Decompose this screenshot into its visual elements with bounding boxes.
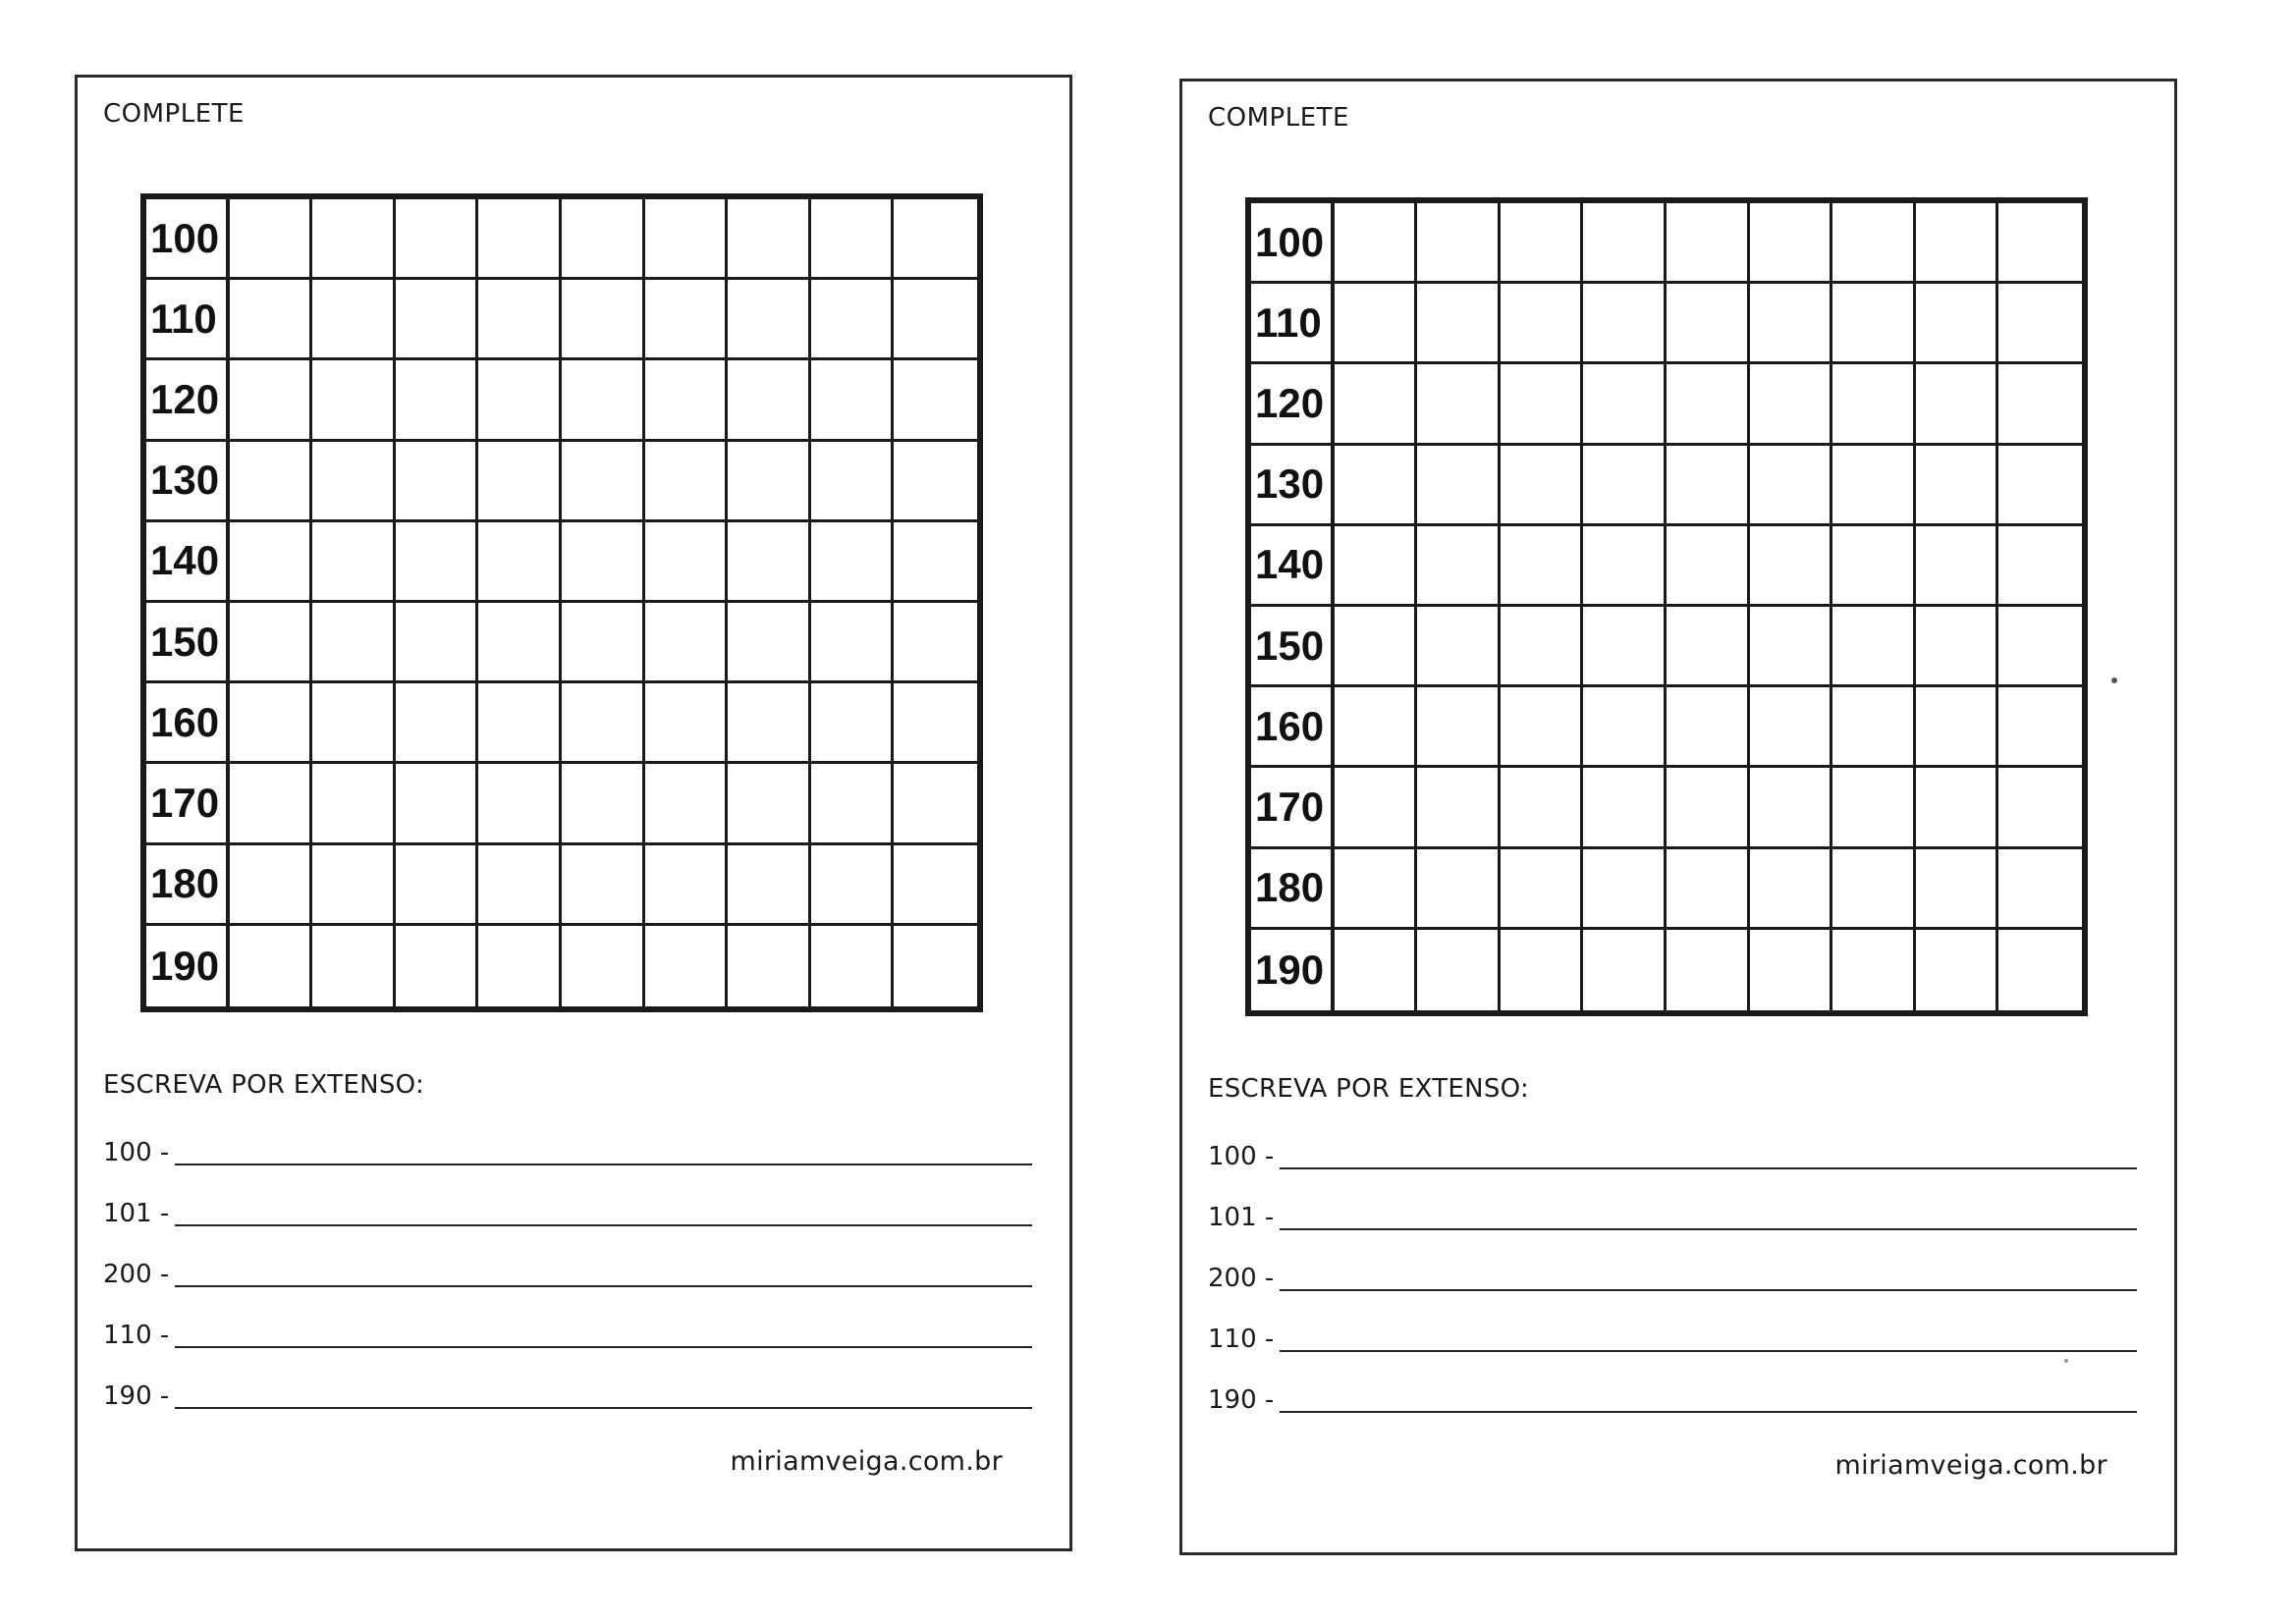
writing-line <box>103 1374 1032 1413</box>
grid-blank-cell[interactable] <box>478 926 562 1006</box>
grid-blank-cell[interactable] <box>1998 284 2082 364</box>
grid-blank-cell[interactable] <box>1417 526 1501 607</box>
grid-blank-cell[interactable] <box>811 199 895 280</box>
grid-row-label: 170 <box>1251 768 1335 848</box>
grid-blank-cell[interactable] <box>894 522 977 603</box>
grid-blank-cell[interactable] <box>894 280 977 360</box>
grid-blank-cell[interactable] <box>894 199 977 280</box>
grid-blank-cell[interactable] <box>1998 687 2082 768</box>
grid-blank-cell[interactable] <box>562 845 645 926</box>
grid-blank-cell[interactable] <box>478 683 562 764</box>
grid-blank-cell[interactable] <box>1501 284 1584 364</box>
grid-blank-cell[interactable] <box>478 442 562 522</box>
grid-blank-cell[interactable] <box>894 926 977 1006</box>
grid-blank-cell[interactable] <box>645 199 729 280</box>
grid-blank-cell[interactable] <box>1750 930 1833 1010</box>
grid-blank-cell[interactable] <box>1501 930 1584 1010</box>
grid-row-label: 150 <box>1251 607 1335 687</box>
grid-blank-cell[interactable] <box>894 764 977 844</box>
grid-blank-cell[interactable] <box>478 199 562 280</box>
grid-blank-cell[interactable] <box>1750 526 1833 607</box>
grid-blank-cell[interactable] <box>1335 930 1418 1010</box>
grid-blank-cell[interactable] <box>645 442 729 522</box>
grid-blank-cell[interactable] <box>1916 526 1999 607</box>
grid-blank-cell[interactable] <box>1998 930 2082 1010</box>
grid-blank-cell[interactable] <box>1583 930 1667 1010</box>
grid-row-label: 170 <box>146 764 230 844</box>
website-credit: miriamveiga.com.br <box>1834 1450 2107 1481</box>
grid-blank-cell[interactable] <box>478 522 562 603</box>
writing-blank[interactable] <box>175 1345 1032 1348</box>
grid-blank-cell[interactable] <box>478 845 562 926</box>
grid-blank-cell[interactable] <box>1832 364 1916 445</box>
grid-row-label: 140 <box>146 522 230 603</box>
grid-blank-cell[interactable] <box>312 683 396 764</box>
grid-blank-cell[interactable] <box>562 603 645 683</box>
number-grid <box>1245 197 2088 1016</box>
grid-row-label: 190 <box>146 926 230 1006</box>
writing-line <box>103 1313 1032 1352</box>
grid-blank-cell[interactable] <box>230 522 313 603</box>
grid-blank-cell[interactable] <box>645 603 729 683</box>
grid-blank-cell[interactable] <box>562 442 645 522</box>
grid-blank-cell[interactable] <box>811 845 895 926</box>
scan-speck <box>2064 1359 2068 1363</box>
grid-blank-cell[interactable] <box>1501 607 1584 687</box>
grid-blank-cell[interactable] <box>811 442 895 522</box>
grid-blank-cell[interactable] <box>894 683 977 764</box>
writing-line <box>1208 1195 2137 1234</box>
grid-blank-cell[interactable] <box>811 683 895 764</box>
grid-blank-cell[interactable] <box>728 603 811 683</box>
grid-blank-cell[interactable] <box>562 199 645 280</box>
scan-speck <box>2111 677 2117 683</box>
writing-line-label: 190 - <box>1208 1385 1275 1415</box>
grid-blank-cell[interactable] <box>1667 849 1750 930</box>
grid-blank-cell[interactable] <box>894 442 977 522</box>
grid-blank-cell[interactable] <box>1832 203 1916 284</box>
grid-blank-cell[interactable] <box>811 926 895 1006</box>
writing-blank[interactable] <box>1280 1349 2137 1352</box>
writing-line-label: 190 - <box>103 1381 170 1411</box>
grid-blank-cell[interactable] <box>1501 203 1584 284</box>
grid-blank-cell[interactable] <box>1667 526 1750 607</box>
grid-blank-cell[interactable] <box>1501 446 1584 526</box>
grid-blank-cell[interactable] <box>811 603 895 683</box>
grid-blank-cell[interactable] <box>1335 284 1418 364</box>
grid-blank-cell[interactable] <box>645 845 729 926</box>
grid-blank-cell[interactable] <box>396 442 479 522</box>
grid-blank-cell[interactable] <box>1583 284 1667 364</box>
grid-blank-cell[interactable] <box>396 522 479 603</box>
grid-blank-cell[interactable] <box>230 764 313 844</box>
grid-blank-cell[interactable] <box>1916 203 1999 284</box>
writing-line-label: 200 - <box>1208 1264 1275 1293</box>
grid-blank-cell[interactable] <box>1832 687 1916 768</box>
grid-blank-cell[interactable] <box>1667 768 1750 848</box>
grid-blank-cell[interactable] <box>1417 446 1501 526</box>
grid-blank-cell[interactable] <box>312 199 396 280</box>
grid-row-label: 120 <box>146 360 230 441</box>
grid-blank-cell[interactable] <box>1583 607 1667 687</box>
grid-blank-cell[interactable] <box>396 845 479 926</box>
writing-line-label: 110 - <box>103 1321 170 1350</box>
grid-blank-cell[interactable] <box>1916 849 1999 930</box>
grid-blank-cell[interactable] <box>894 603 977 683</box>
grid-row-label: 110 <box>1251 284 1335 364</box>
writing-line-label: 110 - <box>1208 1325 1275 1354</box>
grid-blank-cell[interactable] <box>562 280 645 360</box>
grid-blank-cell[interactable] <box>1583 687 1667 768</box>
grid-blank-cell[interactable] <box>645 683 729 764</box>
grid-blank-cell[interactable] <box>312 522 396 603</box>
grid-blank-cell[interactable] <box>1832 446 1916 526</box>
grid-blank-cell[interactable] <box>1583 446 1667 526</box>
grid-blank-cell[interactable] <box>562 522 645 603</box>
grid-blank-cell[interactable] <box>1750 607 1833 687</box>
grid-blank-cell[interactable] <box>1750 284 1833 364</box>
grid-blank-cell[interactable] <box>396 926 479 1006</box>
grid-blank-cell[interactable] <box>645 522 729 603</box>
grid-blank-cell[interactable] <box>1583 364 1667 445</box>
grid-blank-cell[interactable] <box>1417 203 1501 284</box>
grid-blank-cell[interactable] <box>894 360 977 441</box>
grid-row-label: 190 <box>1251 930 1335 1010</box>
grid-blank-cell[interactable] <box>1335 849 1418 930</box>
instructions-heading: ESCREVA POR EXTENSO: <box>103 1070 425 1100</box>
writing-line <box>103 1130 1032 1169</box>
grid-blank-cell[interactable] <box>1583 526 1667 607</box>
grid-row-label: 140 <box>1251 526 1335 607</box>
grid-blank-cell[interactable] <box>1417 687 1501 768</box>
grid-blank-cell[interactable] <box>645 764 729 844</box>
grid-blank-cell[interactable] <box>1750 364 1833 445</box>
grid-blank-cell[interactable] <box>1417 768 1501 848</box>
writing-line <box>1208 1256 2137 1295</box>
grid-blank-cell[interactable] <box>1832 607 1916 687</box>
grid-blank-cell[interactable] <box>894 845 977 926</box>
grid-blank-cell[interactable] <box>230 199 313 280</box>
grid-blank-cell[interactable] <box>1417 364 1501 445</box>
grid-blank-cell[interactable] <box>1335 607 1418 687</box>
grid-blank-cell[interactable] <box>1998 203 2082 284</box>
grid-blank-cell[interactable] <box>811 280 895 360</box>
writing-blank[interactable] <box>1280 1227 2137 1230</box>
grid-blank-cell[interactable] <box>230 845 313 926</box>
grid-blank-cell[interactable] <box>1832 768 1916 848</box>
grid-blank-cell[interactable] <box>1501 687 1584 768</box>
grid-blank-cell[interactable] <box>811 764 895 844</box>
grid-blank-cell[interactable] <box>1916 768 1999 848</box>
instructions-heading: ESCREVA POR EXTENSO: <box>1208 1074 1530 1104</box>
writing-blank[interactable] <box>175 1406 1032 1409</box>
grid-blank-cell[interactable] <box>1501 768 1584 848</box>
grid-blank-cell[interactable] <box>478 280 562 360</box>
grid-blank-cell[interactable] <box>396 683 479 764</box>
grid-blank-cell[interactable] <box>1417 849 1501 930</box>
grid-row-label: 100 <box>1251 203 1335 284</box>
writing-line <box>1208 1378 2137 1417</box>
grid-blank-cell[interactable] <box>1998 446 2082 526</box>
grid-blank-cell[interactable] <box>230 683 313 764</box>
grid-blank-cell[interactable] <box>1335 768 1418 848</box>
grid-blank-cell[interactable] <box>1750 446 1833 526</box>
writing-line <box>103 1252 1032 1291</box>
grid-blank-cell[interactable] <box>1667 364 1750 445</box>
writing-blank[interactable] <box>1280 1288 2137 1291</box>
grid-blank-cell[interactable] <box>312 280 396 360</box>
grid-blank-cell[interactable] <box>1916 687 1999 768</box>
writing-line <box>1208 1317 2137 1356</box>
grid-row-label: 150 <box>146 603 230 683</box>
grid-blank-cell[interactable] <box>396 764 479 844</box>
grid-blank-cell[interactable] <box>1916 607 1999 687</box>
grid-blank-cell[interactable] <box>728 522 811 603</box>
grid-blank-cell[interactable] <box>1998 607 2082 687</box>
worksheet-title: COMPLETE <box>103 99 245 129</box>
grid-blank-cell[interactable] <box>562 683 645 764</box>
grid-blank-cell[interactable] <box>1335 203 1418 284</box>
worksheet-card-left <box>75 75 1072 1551</box>
grid-blank-cell[interactable] <box>1501 364 1584 445</box>
grid-blank-cell[interactable] <box>728 199 811 280</box>
grid-blank-cell[interactable] <box>1916 930 1999 1010</box>
grid-blank-cell[interactable] <box>562 764 645 844</box>
grid-blank-cell[interactable] <box>1998 768 2082 848</box>
grid-blank-cell[interactable] <box>1998 526 2082 607</box>
grid-blank-cell[interactable] <box>728 683 811 764</box>
grid-blank-cell[interactable] <box>1750 687 1833 768</box>
grid-blank-cell[interactable] <box>312 845 396 926</box>
grid-blank-cell[interactable] <box>1667 446 1750 526</box>
grid-blank-cell[interactable] <box>1750 849 1833 930</box>
grid-blank-cell[interactable] <box>1750 203 1833 284</box>
grid-row-label: 160 <box>146 683 230 764</box>
grid-blank-cell[interactable] <box>396 199 479 280</box>
grid-row-label: 120 <box>1251 364 1335 445</box>
grid-blank-cell[interactable] <box>230 926 313 1006</box>
writing-line-label: 101 - <box>1208 1203 1275 1232</box>
grid-blank-cell[interactable] <box>1583 768 1667 848</box>
grid-blank-cell[interactable] <box>562 926 645 1006</box>
grid-blank-cell[interactable] <box>396 603 479 683</box>
grid-blank-cell[interactable] <box>1832 930 1916 1010</box>
grid-blank-cell[interactable] <box>230 280 313 360</box>
website-credit: miriamveiga.com.br <box>730 1446 1003 1477</box>
grid-row-label: 160 <box>1251 687 1335 768</box>
writing-blank[interactable] <box>175 1284 1032 1287</box>
worksheet-card-right <box>1179 79 2177 1555</box>
grid-blank-cell[interactable] <box>562 360 645 441</box>
grid-blank-cell[interactable] <box>728 442 811 522</box>
grid-blank-cell[interactable] <box>312 926 396 1006</box>
grid-blank-cell[interactable] <box>1335 446 1418 526</box>
grid-blank-cell[interactable] <box>478 764 562 844</box>
writing-line-label: 101 - <box>103 1199 170 1228</box>
grid-blank-cell[interactable] <box>1667 284 1750 364</box>
grid-blank-cell[interactable] <box>478 360 562 441</box>
grid-blank-cell[interactable] <box>811 360 895 441</box>
grid-blank-cell[interactable] <box>1417 284 1501 364</box>
grid-blank-cell[interactable] <box>1335 687 1418 768</box>
grid-blank-cell[interactable] <box>728 764 811 844</box>
writing-blank[interactable] <box>175 1223 1032 1226</box>
writing-line-label: 100 - <box>103 1138 170 1167</box>
grid-blank-cell[interactable] <box>728 360 811 441</box>
grid-row-label: 130 <box>146 442 230 522</box>
grid-blank-cell[interactable] <box>1501 526 1584 607</box>
grid-blank-cell[interactable] <box>312 360 396 441</box>
writing-blank[interactable] <box>1280 1166 2137 1169</box>
grid-blank-cell[interactable] <box>1501 849 1584 930</box>
grid-blank-cell[interactable] <box>396 360 479 441</box>
number-grid <box>140 193 983 1012</box>
grid-blank-cell[interactable] <box>312 442 396 522</box>
grid-row-label: 180 <box>1251 849 1335 930</box>
writing-line <box>1208 1134 2137 1173</box>
grid-blank-cell[interactable] <box>811 522 895 603</box>
grid-blank-cell[interactable] <box>1916 284 1999 364</box>
grid-blank-cell[interactable] <box>1832 849 1916 930</box>
grid-blank-cell[interactable] <box>1335 364 1418 445</box>
grid-blank-cell[interactable] <box>645 926 729 1006</box>
grid-blank-cell[interactable] <box>1417 607 1501 687</box>
grid-blank-cell[interactable] <box>645 360 729 441</box>
grid-row-label: 180 <box>146 845 230 926</box>
writing-blank[interactable] <box>175 1163 1032 1165</box>
grid-blank-cell[interactable] <box>728 280 811 360</box>
grid-blank-cell[interactable] <box>230 603 313 683</box>
writing-line <box>103 1191 1032 1230</box>
grid-blank-cell[interactable] <box>1335 526 1418 607</box>
grid-blank-cell[interactable] <box>728 845 811 926</box>
grid-blank-cell[interactable] <box>312 764 396 844</box>
grid-blank-cell[interactable] <box>1667 607 1750 687</box>
grid-blank-cell[interactable] <box>1998 849 2082 930</box>
grid-blank-cell[interactable] <box>230 442 313 522</box>
writing-line-label: 100 - <box>1208 1142 1275 1171</box>
writing-blank[interactable] <box>1280 1410 2137 1413</box>
grid-blank-cell[interactable] <box>1916 446 1999 526</box>
grid-blank-cell[interactable] <box>728 926 811 1006</box>
grid-blank-cell[interactable] <box>1667 687 1750 768</box>
grid-blank-cell[interactable] <box>478 603 562 683</box>
grid-row-label: 130 <box>1251 446 1335 526</box>
grid-blank-cell[interactable] <box>1832 284 1916 364</box>
grid-blank-cell[interactable] <box>1417 930 1501 1010</box>
grid-blank-cell[interactable] <box>1667 203 1750 284</box>
writing-line-label: 200 - <box>103 1260 170 1289</box>
grid-blank-cell[interactable] <box>396 280 479 360</box>
grid-blank-cell[interactable] <box>1583 849 1667 930</box>
grid-blank-cell[interactable] <box>1750 768 1833 848</box>
grid-blank-cell[interactable] <box>312 603 396 683</box>
grid-blank-cell[interactable] <box>1916 364 1999 445</box>
grid-blank-cell[interactable] <box>1583 203 1667 284</box>
grid-blank-cell[interactable] <box>230 360 313 441</box>
worksheet-title: COMPLETE <box>1208 103 1349 133</box>
grid-blank-cell[interactable] <box>1832 526 1916 607</box>
grid-row-label: 110 <box>146 280 230 360</box>
grid-blank-cell[interactable] <box>1667 930 1750 1010</box>
grid-row-label: 100 <box>146 199 230 280</box>
grid-blank-cell[interactable] <box>645 280 729 360</box>
grid-blank-cell[interactable] <box>1998 364 2082 445</box>
